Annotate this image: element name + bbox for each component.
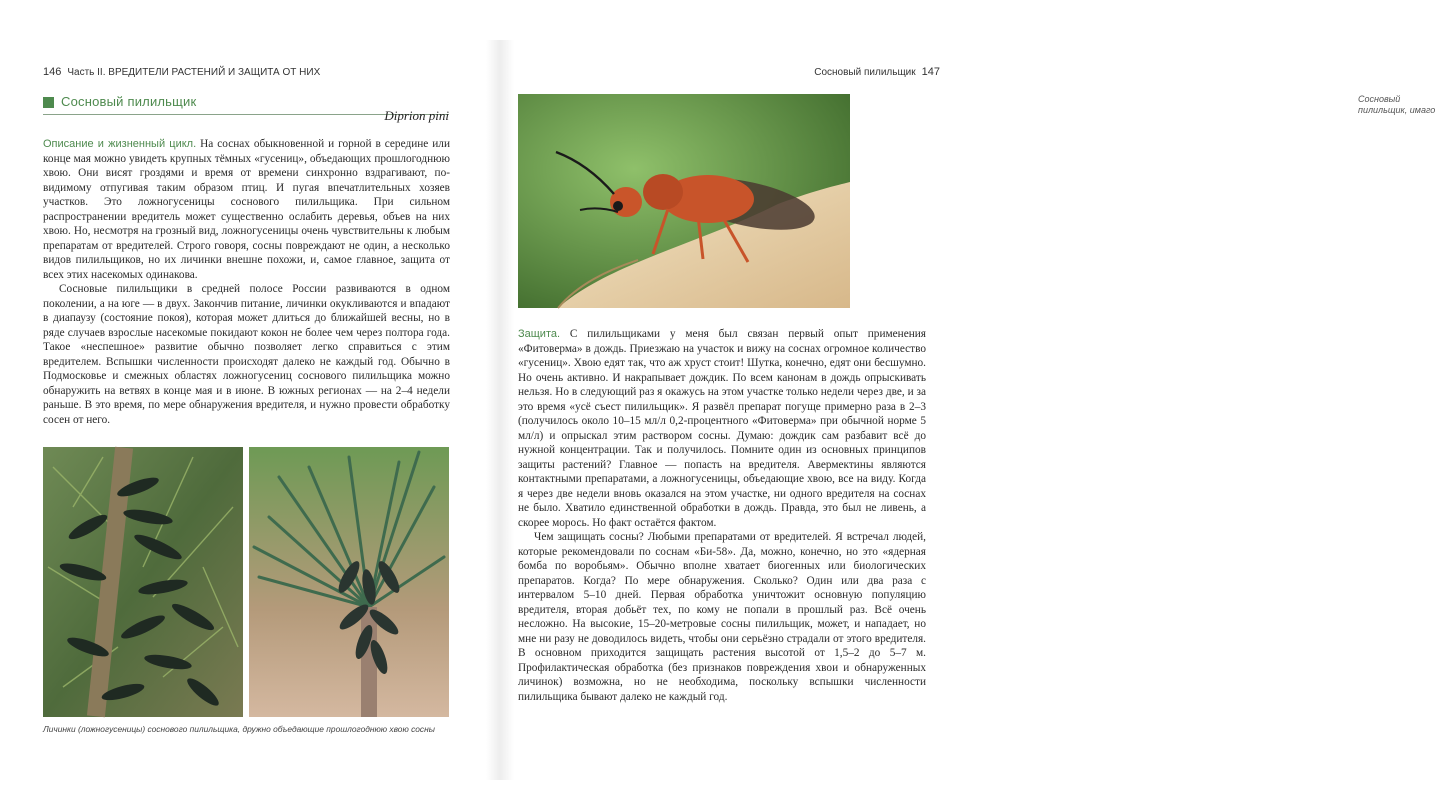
runin-heading-description: Описание и жизненный цикл. (43, 138, 197, 150)
running-head-right-text: Сосновый пилильщик (814, 67, 916, 78)
running-head-left-text: Часть II. ВРЕДИТЕЛИ РАСТЕНИЙ И ЗАЩИТА ОТ НИХ (67, 67, 321, 78)
adult-caption: Сосновый пилильщик, имаго (1358, 94, 1436, 115)
left-paragraph-1-text: На соснах обыкновенной и горной в середине или конце мая можно увидеть крупных тёмных «гусениц», объедающих прошлогоднюю хвою. Они висят гроздями и время от времени синхронно вздрагивают, по-видимому отпугивая таким образом птиц. И пугая впечатлительных хозяев участков. Это ложногусеницы соснового пилильщика. При сильном распространении вредитель может существенно ослабить деревья, объев на них хвою. Но, несмотря на грозный вид, ложногусеницы очень чувствительны к любым препаратам от вредителей. Строго говоря, сосны повреждают не один, а несколько видов пилильщиков, но их личинки внешне похожи, и, самое главное, защита от всех этих насекомых одинакова. (43, 138, 450, 281)
right-body-text (518, 327, 926, 704)
running-head-right (814, 66, 940, 78)
section-title: Сосновый пилильщик (61, 94, 197, 109)
right-page (500, 0, 1436, 812)
right-paragraph-1 (518, 327, 926, 530)
larvae-caption: Личинки (ложногусеницы) соснового пилильщика, дружно объедающие прошлогоднюю хвою сосны (43, 724, 435, 734)
runin-heading-protection: Защита. (518, 328, 561, 340)
latin-name: Diprion pini (384, 108, 449, 123)
adult-sawfly-photo (518, 94, 850, 308)
section-marker-icon (43, 97, 54, 108)
left-body-text (43, 137, 450, 427)
left-paragraph-1 (43, 137, 450, 282)
left-paragraph-2: Сосновые пилильщики в средней полосе России развиваются в одном поколении, а на юге — в двух. Закончив питание, личинки окукливаются и впадают в диапаузу (состояние покоя), которая может длиться до ближайшей весны, но в ряде случаев взрослые насекомые покидают кокон не более чем через полтора года. Такое «неспешное» развитие обычно позволяет легко справиться с этим вредителем. Вспышки численности происходят далеко не каждый год. Обычно в Подмосковье и смежных областях ложногусениц соснового пилильщика можно обнаружить на ветвях в конце мая и в июне. В южных регионах — на 2–4 недели раньше. В это время, по мере обнаружения вредителя, и нужно провести обработку сосен от него. (43, 283, 450, 426)
page-number-right: 147 (921, 66, 940, 78)
left-page (0, 0, 500, 812)
running-head-left (43, 66, 320, 78)
right-paragraph-1-text: С пилильщиками у меня был связан первый опыт применения «Фитоверма» в дождь. Приезжаю на участок и вижу на соснах огромное количество «гусениц». Хвою едят так, что аж хруст стоит! Шутка, конечно, едят они бесшумно. Но очень активно. И накрапывает дождик. По всем канонам в дождь опрыскивать нельзя. Но в следующий раз я окажусь на этом участке только недели через две, и за это время «усё съест пилильщик». Я развёл препарат погуще примерно раза в 2–3 (получилось около 10–15 мл/л 0,2-процентного «Фитоверма» при обычной норме 5 мл/л) и опрыскал этим раствором сосны. Думаю: дождик сам разбавит всё до нужной концентрации. Так и получилось. Помните один из основных принципов защиты растений? Главное — попасть на вредителя. Авермектины являются контактными препаратами, а ложногусеницы, объедающие хвою, все на виду. Когда я через две недели вновь оказался на этом участке, ни одного вредителя на соснах не было. Хватило единственной обработки в дождь. Правда, это был не ливень, а скорее морось. Но факт остаётся фактом. (518, 328, 927, 529)
page-number-left: 146 (43, 66, 62, 78)
larvae-photo-left (43, 447, 243, 717)
section-heading (43, 94, 449, 123)
right-paragraph-2: Чем защищать сосны? Любыми препаратами от вредителей. Я встречал людей, которые рекомендовали по соснам «Би-58». Да, можно, конечно, но это «ядерная бомба по воробьям». Обычно вполне хватает биогенных или биологических препаратов. Когда? По мере обнаружения. Сколько? Один или два раза с интервалом 5–10 дней. Первая обработка уничтожит основную популяцию вредителя, вторая добьёт тех, по кому не попали в прошлый раз. Всё очень несложно. На высокие, 15–20-метровые сосны пилильщик, может, и нападает, но мне ни разу не доводилось видеть, чтобы они серьёзно страдали от этого вредителя. В основном приходится защищать растения высотой от 1,5–2 до 5–7 м. Профилактическая обработка (без признаков повреждения хвои и обнаруженных личинок) возможна, но не необходима, поскольку вспышки численности пилильщика бывают далеко не каждый год. (518, 531, 926, 703)
larvae-photo-right (249, 447, 449, 717)
